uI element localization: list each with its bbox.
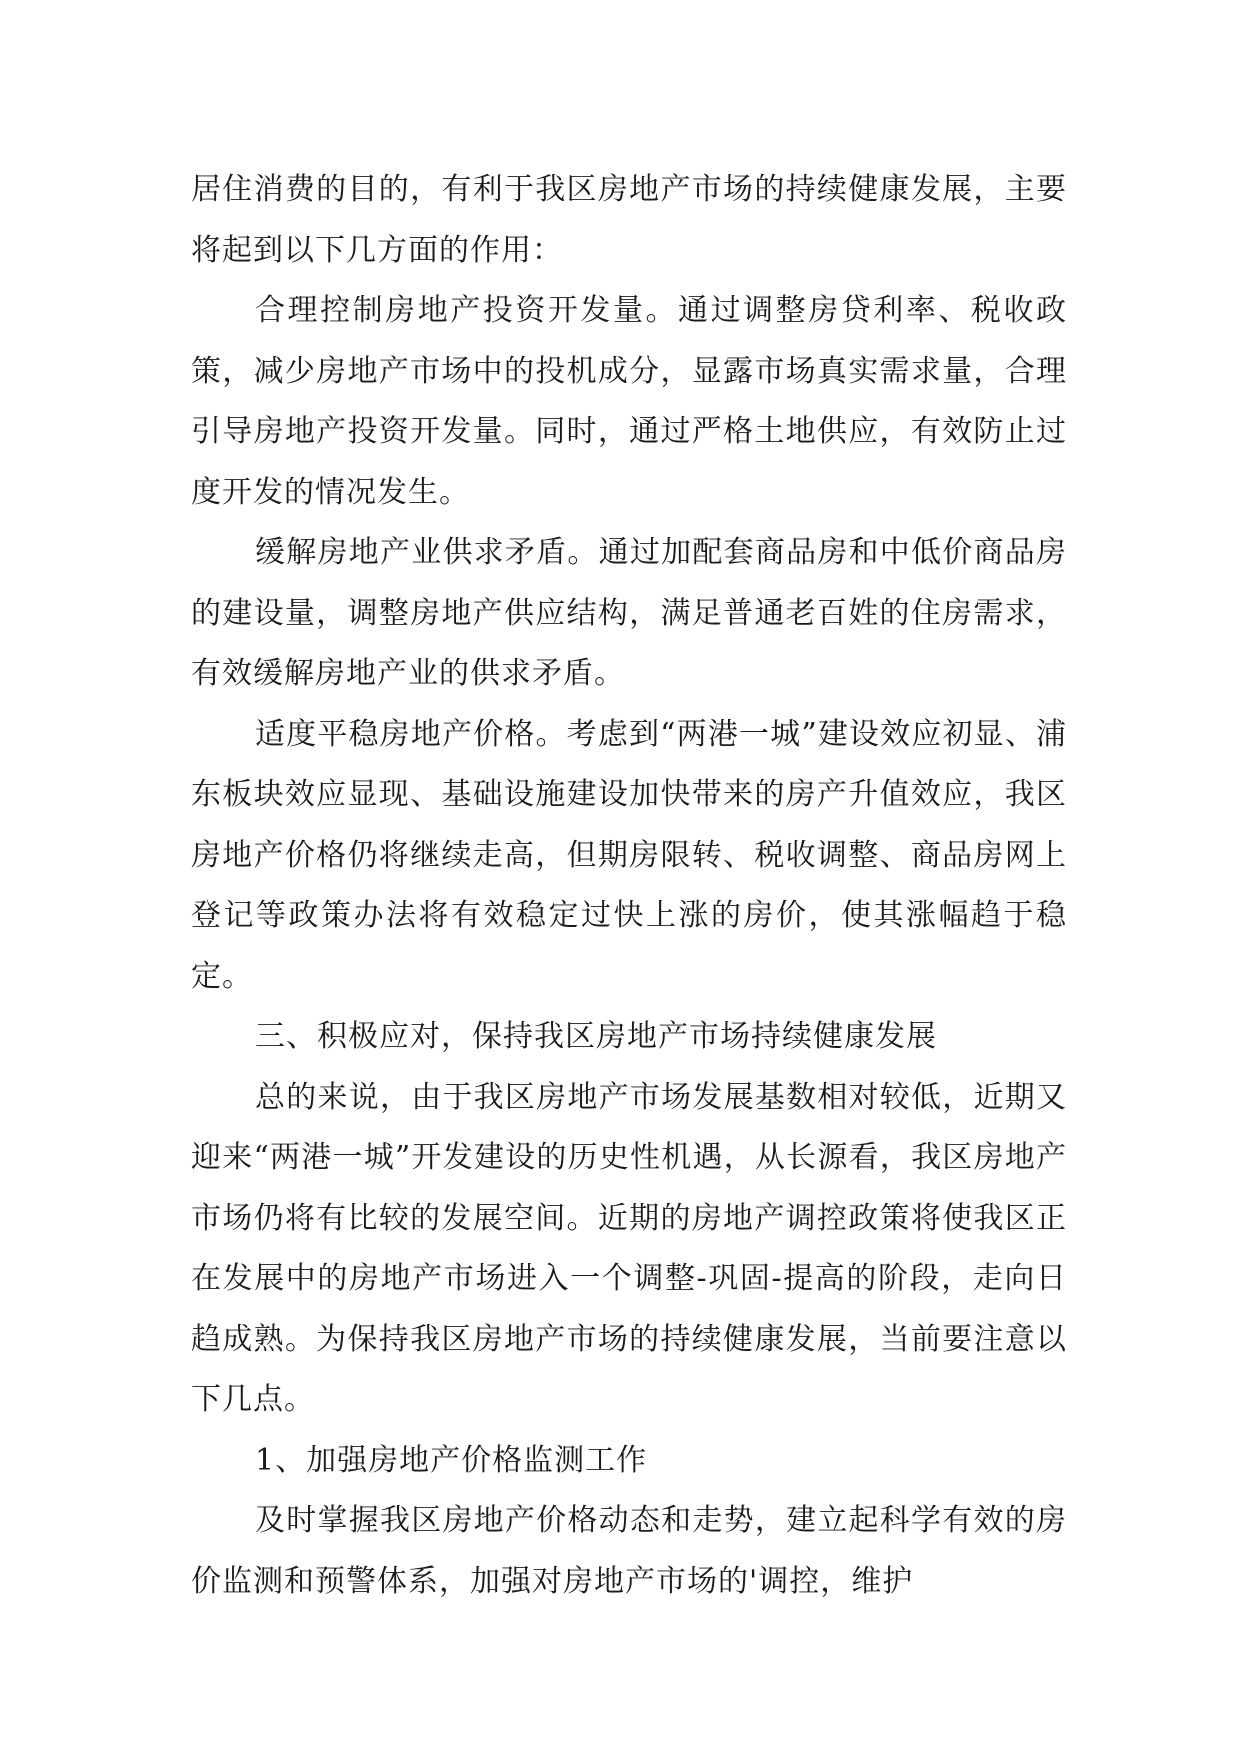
- paragraph-4: 适度平稳房地产价格。考虑到“两港一城”建设效应初显、浦东板块效应显现、基础设施建设加快带来的房产升值效应，我区房地产价格仍将继续走高，但期房限转、税收调整、商品房网上登记等政策办法将有效稳定过快上涨的房价，使其涨幅趋于稳定。: [191, 716, 1067, 994]
- document-body: [191, 160, 1067, 1612]
- subsection-heading: 1、加强房地产价格监测工作: [255, 1442, 648, 1478]
- paragraph-1: 居住消费的目的，有利于我区房地产市场的持续健康发展，主要将起到以下几方面的作用：: [191, 172, 1067, 268]
- section-heading: 三、积极应对，保持我区房地产市场持续健康发展: [255, 1019, 937, 1054]
- paragraph-5: 总的来说，由于我区房地产市场发展基数相对较低，近期又迎来“两港一城”开发建设的历史性机遇，从长源看，我区房地产市场仍将有比较的发展空间。近期的房地产调控政策将使我区正在发展中的房地产市场进入一个调整-巩固-提高的阶段，走向日趋成熟。为保持我区房地产市场的持续健康发展，当前要注意以下几点。: [191, 1079, 1067, 1417]
- paragraph-6: 及时掌握我区房地产价格动态和走势，建立起科学有效的房价监测和预警体系，加强对房地产市场的'调控，维护: [191, 1503, 1067, 1599]
- paragraph-3: 缓解房地产业供求矛盾。通过加配套商品房和中低价商品房的建设量，调整房地产供应结构，满足普通老百姓的住房需求，有效缓解房地产业的供求矛盾。: [191, 535, 1067, 691]
- paragraph-2: 合理控制房地产投资开发量。通过调整房贷利率、税收政策，减少房地产市场中的投机成分，显露市场真实需求量，合理引导房地产投资开发量。同时，通过严格土地供应，有效防止过度开发的情况发生。: [191, 293, 1067, 510]
